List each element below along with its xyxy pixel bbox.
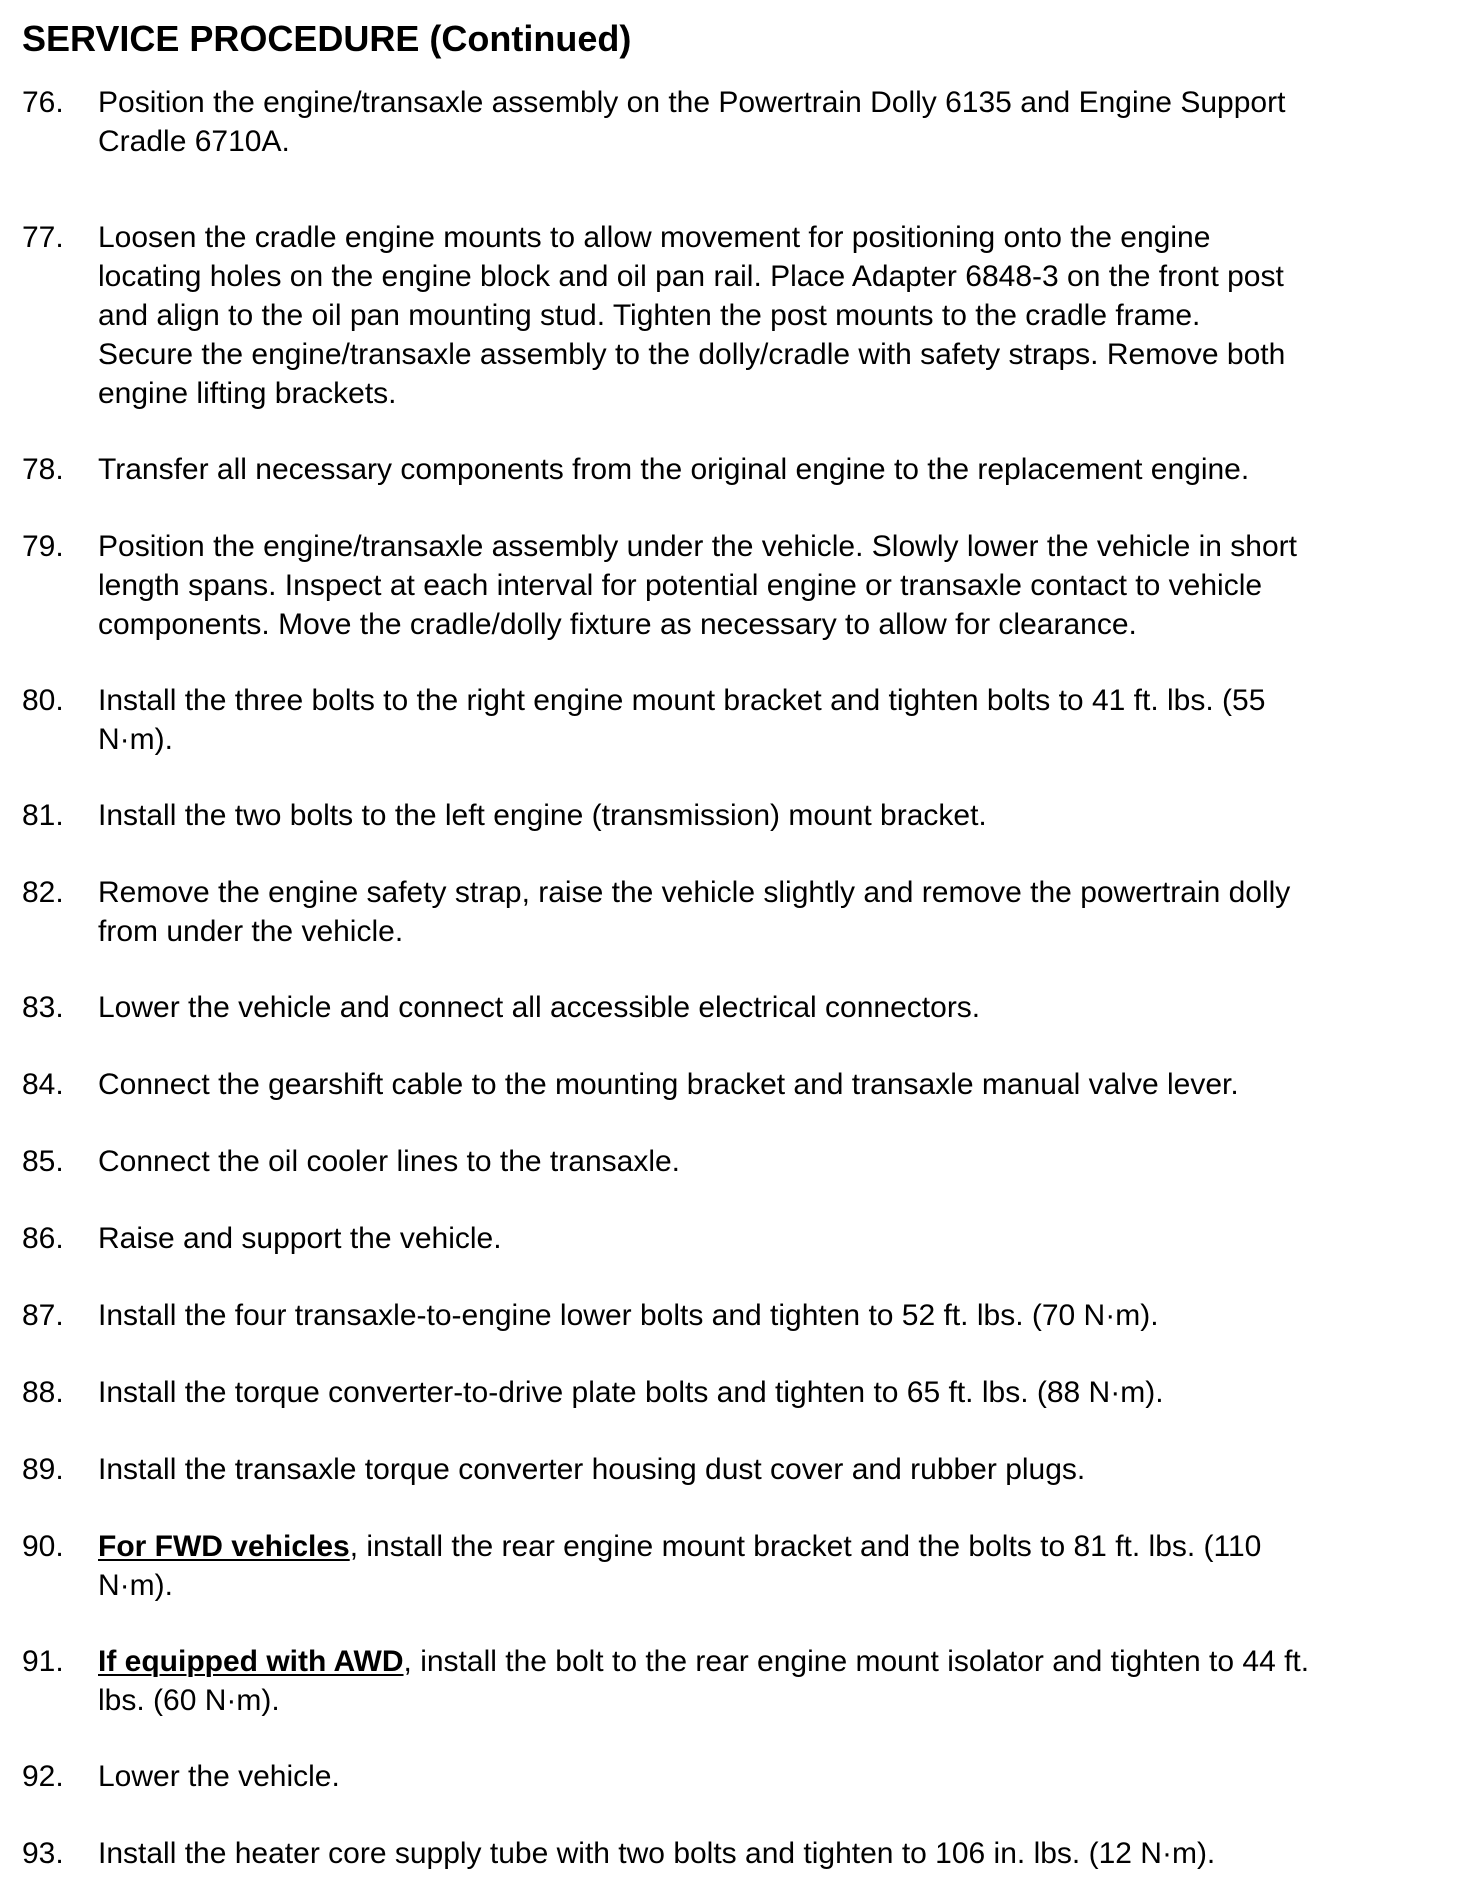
step-number: 78. [22,453,64,486]
step-line-rest: , install the rear engine mount bracket and the bolts to 81 ft. lbs. (110 [349,1530,1262,1563]
step-line: Loosen the cradle engine mounts to allow movement for positioning onto the engine [98,221,1211,254]
step-line: Install the torque converter-to-drive plate bolts and tighten to 65 ft. lbs. (88 N·m). [98,1376,1164,1409]
step-number: 89. [22,1453,64,1486]
step-line: and align to the oil pan mounting stud. Tighten the post mounts to the cradle frame. [98,299,1201,332]
step-text [98,873,1468,951]
step-number: 90. [22,1530,64,1563]
page-title: SERVICE PROCEDURE (Continued) [22,18,632,59]
step-text [98,988,1468,1027]
step-text [98,1757,1468,1796]
step-line: N·m). [98,723,173,756]
step-line: components. Move the cradle/dolly fixture as necessary to allow for clearance. [98,608,1137,641]
step-number: 84. [22,1068,64,1101]
step-text [98,1450,1468,1489]
step-number: 91. [22,1645,64,1678]
step-text [98,527,1468,644]
emphasis-text: For FWD vehicles [98,1530,350,1563]
step-line: Cradle 6710A. [98,125,290,158]
step-line: Secure the engine/transaxle assembly to the dolly/cradle with safety straps. Remove both [98,338,1286,371]
step-line: length spans. Inspect at each interval for potential engine or transaxle contact to vehicle [98,569,1263,602]
step-text [98,1219,1468,1258]
step-text [98,1065,1468,1104]
step-line: Connect the gearshift cable to the mounting bracket and transaxle manual valve lever. [98,1068,1239,1101]
step-line: Install the three bolts to the right engine mount bracket and tighten bolts to 41 ft. lbs. (55 [98,684,1266,717]
step-line: lbs. (60 N·m). [98,1684,280,1717]
step-number: 76. [22,86,64,119]
step-line: Lower the vehicle and connect all accessible electrical connectors. [98,991,981,1024]
step-line: Position the engine/transaxle assembly under the vehicle. Slowly lower the vehicle in short [98,530,1297,563]
step-line: Install the four transaxle-to-engine lower bolts and tighten to 52 ft. lbs. (70 N·m). [98,1299,1159,1332]
step-line: Install the heater core supply tube with two bolts and tighten to 106 in. lbs. (12 N·m). [98,1837,1216,1870]
step-line: Install the two bolts to the left engine (transmission) mount bracket. [98,799,987,832]
step-text [98,1142,1468,1181]
step-text [98,681,1468,759]
step-number: 88. [22,1376,64,1409]
step-line [98,1527,1468,1566]
step-number: 77. [22,221,64,254]
step-text [98,1642,1468,1720]
step-line: Position the engine/transaxle assembly on the Powertrain Dolly 6135 and Engine Support [98,86,1286,119]
step-number: 87. [22,1299,64,1332]
step-text [98,218,1468,413]
step-line: Connect the oil cooler lines to the transaxle. [98,1145,680,1178]
step-text [98,1373,1468,1412]
step-line: locating holes on the engine block and oil pan rail. Place Adapter 6848-3 on the front post [98,260,1284,293]
step-line-rest: , install the bolt to the rear engine mount isolator and tighten to 44 ft. [403,1645,1310,1678]
step-line: engine lifting brackets. [98,377,397,410]
step-line: from under the vehicle. [98,915,404,948]
step-line: Lower the vehicle. [98,1760,340,1793]
step-number: 86. [22,1222,64,1255]
step-text [98,83,1468,161]
step-line: Remove the engine safety strap, raise the vehicle slightly and remove the powertrain dolly [98,876,1291,909]
step-line [98,1642,1468,1681]
step-text [98,1527,1468,1605]
step-text [98,450,1468,489]
step-number: 92. [22,1760,64,1793]
step-number: 82. [22,876,64,909]
step-line: Raise and support the vehicle. [98,1222,502,1255]
step-text [98,1834,1468,1873]
step-number: 80. [22,684,64,717]
step-line: Install the transaxle torque converter housing dust cover and rubber plugs. [98,1453,1086,1486]
step-line: N·m). [98,1569,173,1602]
emphasis-text: If equipped with AWD [98,1645,404,1678]
step-number: 85. [22,1145,64,1178]
step-number: 83. [22,991,64,1024]
step-text [98,796,1468,835]
step-number: 81. [22,799,64,832]
step-number: 79. [22,530,64,563]
step-number: 93. [22,1837,64,1870]
step-line: Transfer all necessary components from the original engine to the replacement engine. [98,453,1250,486]
step-text [98,1296,1468,1335]
